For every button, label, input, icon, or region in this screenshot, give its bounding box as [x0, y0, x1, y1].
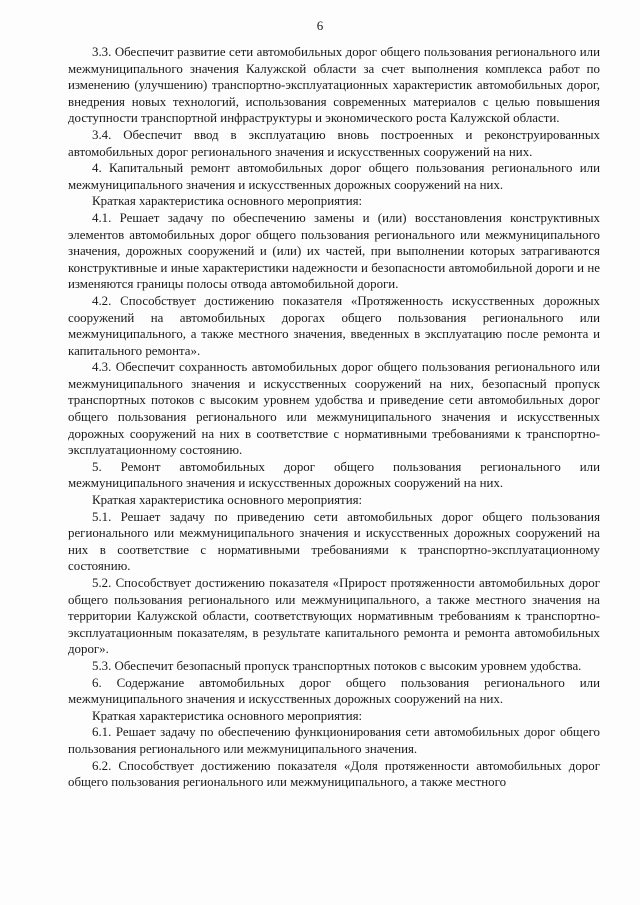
paragraph-5-3: 5.3. Обеспечит безопасный пропуск транспортных потоков с высоким уровнем удобства. — [92, 658, 582, 673]
paragraph-4-1: 4.1. Решает задачу по обеспечению замены и (или) восстановления конструктивных элементов автомобильных дорог общего пользования регионального или межмуниципального значения, дорожных сооружений и (или) их частей, при выполнении которых затрагиваются конструктивные и иные характеристики надежности и безопасности автомобильной дороги и не изменяются границы полосы отвода автомобильной дороги. — [68, 210, 600, 292]
brief-description-label: Краткая характеристика основного мероприятия: — [92, 708, 363, 723]
paragraph-6-2: 6.2. Способствует достижению показателя «Доля протяженности автомобильных дорог общего пользования регионального или межмуниципального, а также местного — [68, 758, 600, 790]
paragraph-4-2: 4.2. Способствует достижению показателя «Протяженность искусственных дорожных сооружений на автомобильных дорогах общего пользования регионального или межмуниципального, а также местного значения, введенных в эксплуатацию после ремонта и капитального ремонта». — [68, 293, 600, 358]
heading-5-repair: 5. Ремонт автомобильных дорог общего пользования регионального или межмуниципального значения и искусственных дорожных сооружений на них. — [68, 459, 600, 491]
paragraph-3-3: 3.3. Обеспечит развитие сети автомобильных дорог общего пользования регионального или межмуниципального значения Калужской области за счет выполнения комплекса работ по изменению (улучшению) транспортно-эксплуатационных характеристик автомобильных дорог, внедрения новых технологий, использования современных материалов с целью повышения доступности транспортной инфраструктуры и экономического роста Калужской области. — [68, 45, 600, 126]
heading-6-maintenance: 6. Содержание автомобильных дорог общего пользования регионального или межмуниципального значения и искусственных дорожных сооружений на них. — [68, 675, 600, 707]
paragraph-6-1: 6.1. Решает задачу по обеспечению функционирования сети автомобильных дорог общего пользования регионального или межмуниципального значения. — [68, 725, 600, 756]
paragraph-3-4: 3.4. Обеспечит ввод в эксплуатацию вновь построенных и реконструированных автомобильных дорог регионального значения и искусственных сооружений на них. — [68, 127, 600, 159]
paragraph-5-2: 5.2. Способствует достижению показателя «Прирост протяженности автомобильных дорог общего пользования регионального или межмуниципального, а также местного значения на территории Калужской области, соответствующих нормативным требованиям к транспортно-эксплуатационным показателям, в результате капитального ремонта и ремонта автомобильных дорог». — [68, 576, 600, 657]
brief-description-label: Краткая характеристика основного мероприятия: — [92, 194, 363, 209]
brief-description-label: Краткая характеристика основного мероприятия: — [92, 493, 363, 508]
heading-4-capital-repair: 4. Капитальный ремонт автомобильных дорог общего пользования регионального или межмуниципального значения и искусственных дорожных сооружений на них. — [68, 161, 600, 192]
document-body — [68, 44, 600, 791]
page-number: 6 — [316, 18, 324, 33]
paragraph-5-1: 5.1. Решает задачу по приведению сети автомобильных дорог общего пользования регионального или межмуниципального значения и искусственных дорожных сооружений на них в соответствие с нормативными требованиями к транспортно-эксплуатационному состоянию. — [68, 509, 600, 574]
paragraph-4-3: 4.3. Обеспечит сохранность автомобильных дорог общего пользования регионального или межмуниципального значения и искусственных сооружений на них, безопасный пропуск транспортных потоков с высоким уровнем удобства и приведение сети автомобильных дорог общего пользования регионального или межмуниципального значения и искусственных дорожных сооружений на них в соответствие с нормативными требованиями к транспортно-эксплуатационному состоянию. — [68, 360, 600, 458]
